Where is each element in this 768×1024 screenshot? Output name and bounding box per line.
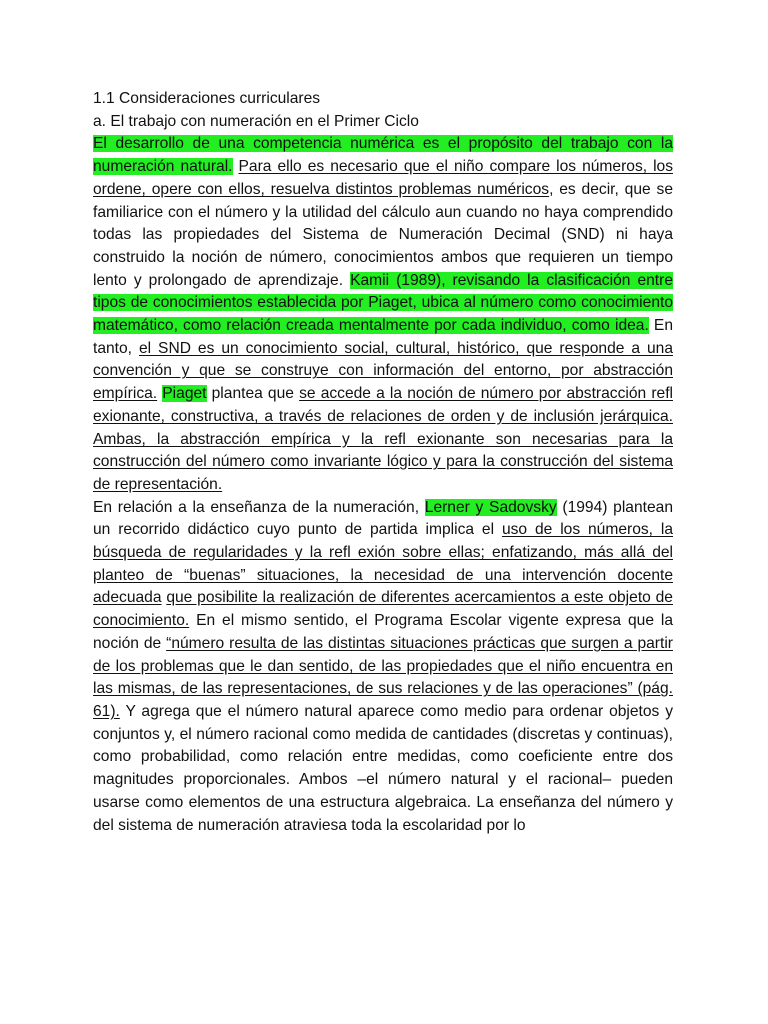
underlined-text: uso de los números, la búsqueda de regularidades y la refl exión sobre ellas; enfatizando, más allá del planteo de “buenas” situaciones, la necesidad de una intervención docente adecuada — [93, 521, 674, 607]
subsection-title: a. El trabajo con numeración en el Primer Ciclo — [93, 112, 419, 130]
text-run: , es decir, que se familiarice con el número y la utilidad del cálculo aun cuando no haya comprendido todas las propiedades del Sistema de Numeración Decimal (SND) ni haya construido la noción de número, conocimientos ambos que requieren un tiempo lento y prolongado de aprendizaje. — [93, 180, 673, 289]
underlined-text: el SND es un conocimiento social, cultural, histórico, que responde a una convención y que se construye con información del entorno, por abstracción empírica. — [93, 339, 674, 403]
text-run: (1994) plantean un recorrido didáctico cuyo punto de partida implica el — [93, 498, 673, 539]
text-run: Y agrega que el número natural aparece como medio para ordenar objetos y conjuntos y, el número racional como medida de cantidades (discretas y continuas), como probabilidad, como relación entre medidas, como coeficiente entre dos magnitudes proporcionales. Ambos –el número natural y el racional– pueden usarse como elementos de una estructura algebraica. La enseñanza del número y del sistema de numeración atraviesa toda la escolaridad por lo — [93, 702, 673, 834]
underlined-text: Para ello es necesario que el niño compare los números, los ordene, opere con ellos, resuelva distintos problemas numéricos — [93, 158, 674, 198]
text-run: En el mismo sentido, el Programa Escolar vigente expresa que la noción de — [93, 612, 673, 652]
highlighted-text: El desarrollo de una competencia numérica es el propósito del trabajo con la numeración natural. — [93, 135, 673, 176]
highlighted-text: Kamii (1989), revisando la clasificación entre tipos de conocimientos establecida por Piaget, ubica al número como conocimiento matemático, como relación creada mentalmente por cada individuo, como idea. — [93, 271, 673, 335]
text-run: En relación a la enseñanza de la numeración, — [93, 498, 425, 516]
underlined-text: “número resulta de las distintas situaciones prácticas que surgen a partir de los problemas que le dan sentido, de las propiedades que el niño encuentra en las mismas, de las representaciones, de sus relaciones y de las operaciones” (pág. 61). — [93, 634, 673, 720]
underlined-text: que posibilite la realización de diferentes acercamientos a este objeto de conocimiento. — [93, 589, 673, 630]
text-run: En tanto, — [93, 317, 673, 357]
highlighted-text: Lerner y Sadovsky — [424, 498, 557, 516]
body-paragraph — [93, 497, 673, 838]
document-page — [93, 88, 673, 837]
text-run: plantea que — [206, 385, 300, 403]
body-paragraph — [93, 133, 673, 496]
section-title: 1.1 Consideraciones curriculares — [93, 90, 321, 107]
underlined-text: se accede a la noción de número por abstracción refl exionante, constructiva, a través de relaciones de orden y de inclusión jerárquica. Ambas, la abstracción empírica y la refl exionante son necesarias para la construcción del número como invariante lógico y para la construcción del sistema de representación. — [93, 385, 673, 493]
document-body — [93, 133, 673, 837]
highlighted-text: Piaget — [162, 385, 207, 403]
